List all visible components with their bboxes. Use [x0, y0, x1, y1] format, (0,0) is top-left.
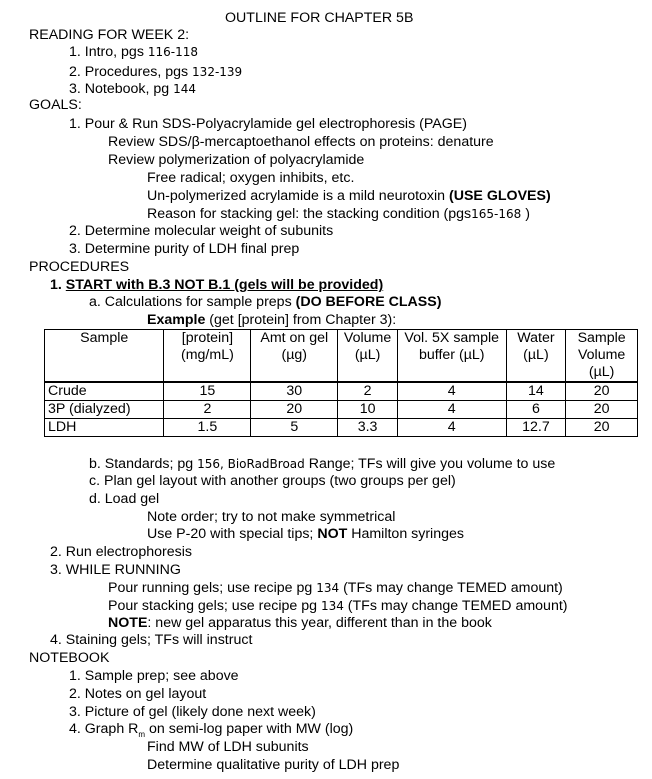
- goal-1-stacking-gel: [147, 206, 530, 223]
- table-header: Sample: [45, 330, 164, 383]
- note-text: : new gel apparatus this year, different than in the book: [147, 615, 492, 631]
- reading-item-pages: 132-139: [192, 65, 243, 79]
- procedure-3-note: [108, 615, 492, 632]
- procedure-2: 2. Run electrophoresis: [50, 544, 192, 560]
- stacking-text: Reason for stacking gel: the stacking condition (pgs: [147, 206, 472, 222]
- table-header: Water (µL): [506, 330, 566, 383]
- notebook-item-4-find-mw: Find MW of LDH subunits: [147, 739, 309, 755]
- reading-item-notebook: [69, 81, 196, 98]
- neurotoxin-text: Un-polymerized acrylamide is a mild neurotoxin: [147, 188, 449, 204]
- procedure-1d-use-p20: [147, 526, 464, 543]
- procedure-1-number: 1.: [50, 277, 66, 293]
- sample-prep-table: [44, 329, 638, 437]
- standards-end: Range; TFs will give you volume to use: [304, 456, 556, 472]
- page-title: OUTLINE FOR CHAPTER 5B: [225, 10, 414, 26]
- use-p20-end: Hamilton syringes: [347, 526, 464, 542]
- goal-1-free-radical: Free radical; oxygen inhibits, etc.: [147, 170, 355, 186]
- table-cell: 12.7: [506, 419, 566, 437]
- table-row: [45, 382, 638, 401]
- table-cell: 20: [566, 382, 638, 401]
- notebook-item-2: 2. Notes on gel layout: [69, 686, 207, 702]
- table-row: [45, 419, 638, 437]
- table-cell: 1.5: [164, 419, 251, 437]
- notebook-item-3: 3. Picture of gel (likely done next week): [69, 704, 316, 720]
- table-cell: 10: [338, 401, 398, 419]
- procedure-3-running-gels: [108, 580, 563, 597]
- goal-1-review-polymerization: Review polymerization of polyacrylamide: [108, 152, 365, 168]
- procedure-1d-note-order: Note order; try to not make symmetrical: [147, 509, 396, 525]
- table-header: [protein] (mg/mL): [164, 330, 251, 383]
- table-cell: 5: [251, 419, 338, 437]
- table-cell: 2: [164, 401, 251, 419]
- table-cell: 20: [251, 401, 338, 419]
- reading-item-label: 1. Intro, pgs: [69, 44, 144, 60]
- goal-1-review-sds: Review SDS/β-mercaptoethanol effects on proteins: denature: [108, 134, 494, 150]
- note-label: NOTE: [108, 615, 148, 631]
- reading-item-pages: 116-118: [147, 45, 199, 59]
- goal-1: 1. Pour & Run SDS-Polyacrylamide gel electrophoresis (PAGE): [69, 116, 467, 132]
- table-cell: 3P (dialyzed): [45, 401, 164, 419]
- table-row: [45, 401, 638, 419]
- table-header: Vol. 5X sample buffer (µL): [397, 330, 506, 383]
- running-gels-end: (TFs may change TEMED amount): [339, 580, 563, 596]
- reading-item-intro: [69, 44, 198, 61]
- standards-page: 156, BioRadBroad: [197, 457, 305, 471]
- table-cell: LDH: [45, 419, 164, 437]
- table-cell: 3.3: [338, 419, 398, 437]
- notebook-item-1: 1. Sample prep; see above: [69, 668, 239, 684]
- table-cell: 4: [397, 382, 506, 401]
- stacking-gels-text: Pour stacking gels; use recipe pg: [108, 598, 321, 614]
- stacking-pages: 165-168: [471, 207, 522, 221]
- procedure-1a-text: a. Calculations for sample preps: [89, 294, 296, 310]
- not-emphasis: NOT: [317, 526, 348, 542]
- table-cell: Crude: [45, 382, 164, 401]
- reading-item-label: 3. Notebook, pg: [69, 81, 170, 97]
- procedure-1a: [89, 294, 441, 311]
- table-cell: 14: [506, 382, 566, 401]
- stacking-end: ): [521, 206, 530, 222]
- stacking-gels-page: 134: [320, 599, 344, 613]
- graph-end: on semi-log paper with MW (log): [145, 721, 354, 737]
- stacking-gels-end: (TFs may change TEMED amount): [343, 598, 568, 614]
- reading-heading: READING FOR WEEK 2:: [29, 27, 190, 43]
- notebook-item-4-purity: Determine qualitative purity of LDH prep: [147, 757, 400, 773]
- table-cell: 6: [506, 401, 566, 419]
- table-cell: 30: [251, 382, 338, 401]
- procedure-1b: [89, 456, 555, 473]
- procedure-1: [50, 277, 383, 294]
- use-p20-text: Use P-20 with special tips;: [147, 526, 318, 542]
- running-gels-page: 134: [316, 581, 340, 595]
- notebook-heading: NOTEBOOK: [29, 650, 110, 666]
- procedure-1-text: START with B.3 NOT B.1 (gels will be provided): [65, 277, 384, 293]
- table-cell: 20: [566, 419, 638, 437]
- standards-text: b. Standards; pg: [89, 456, 198, 472]
- procedure-1c: c. Plan gel layout with another groups (two groups per gel): [89, 473, 456, 489]
- table-cell: 20: [566, 401, 638, 419]
- reading-item-procedures: [69, 64, 242, 81]
- table-cell: 4: [397, 419, 506, 437]
- use-gloves-warning: (USE GLOVES): [449, 188, 551, 204]
- do-before-class: (DO BEFORE CLASS): [295, 294, 442, 310]
- table-header: Amt on gel (µg): [251, 330, 338, 383]
- example-text: (get [protein] from Chapter 3):: [205, 312, 397, 328]
- table-header: Sample Volume (µL): [566, 330, 638, 383]
- procedure-3: 3. WHILE RUNNING: [50, 562, 181, 578]
- procedure-1d: d. Load gel: [89, 491, 160, 507]
- reading-item-label: 2. Procedures, pgs: [69, 64, 189, 80]
- procedure-4: 4. Staining gels; TFs will instruct: [50, 632, 253, 648]
- rm-subscript: m: [138, 729, 146, 739]
- running-gels-text: Pour running gels; use recipe pg: [108, 580, 317, 596]
- goal-2: 2. Determine molecular weight of subunits: [69, 223, 334, 239]
- goals-heading: GOALS:: [29, 97, 82, 113]
- goal-3: 3. Determine purity of LDH final prep: [69, 241, 300, 257]
- procedures-heading: PROCEDURES: [29, 259, 130, 275]
- table-cell: 2: [338, 382, 398, 401]
- table-header: Volume (µL): [338, 330, 398, 383]
- goal-1-neurotoxin: [147, 188, 551, 205]
- table-cell: 15: [164, 382, 251, 401]
- table-header-row: [45, 330, 638, 383]
- procedure-3-stacking-gels: [108, 598, 568, 615]
- graph-text: 4. Graph R: [69, 721, 139, 737]
- table-cell: 4: [397, 401, 506, 419]
- example-label: Example: [147, 312, 206, 328]
- reading-item-pages: 144: [173, 82, 197, 96]
- example-line: [147, 312, 396, 329]
